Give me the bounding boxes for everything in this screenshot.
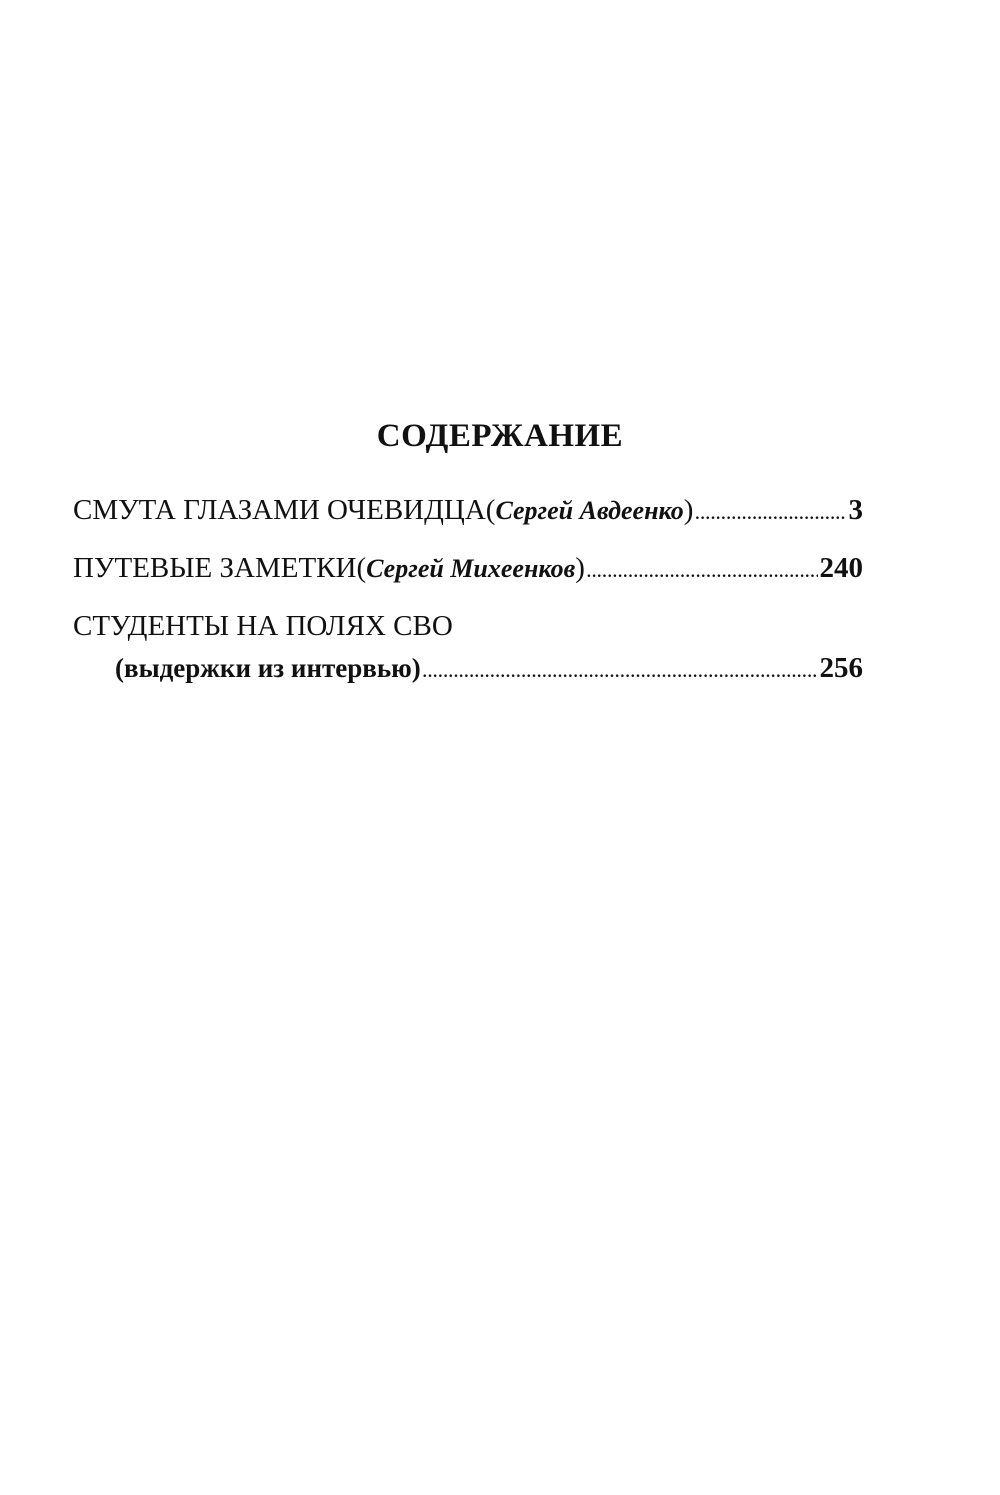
toc-line	[73, 650, 863, 686]
dot-leader	[695, 497, 846, 533]
toc-entry	[73, 608, 863, 686]
entry-author: Сергей Авдеенко	[495, 496, 684, 525]
entry-title: СТУДЕНТЫ НА ПОЛЯХ СВО	[73, 610, 453, 642]
page-title: СОДЕРЖАНИЕ	[376, 418, 624, 454]
table-of-contents	[73, 492, 863, 686]
toc-entry	[73, 550, 863, 586]
toc-line	[73, 608, 863, 644]
entry-title: СМУТА ГЛАЗАМИ ОЧЕВИДЦА	[73, 494, 486, 526]
entry-title: ПУТЕВЫЕ ЗАМЕТКИ	[73, 552, 357, 584]
open-paren: (	[356, 552, 367, 584]
entry-subtitle: (выдержки из интервью)	[115, 653, 421, 683]
toc-line	[73, 492, 863, 528]
open-paren: (	[485, 494, 496, 526]
toc-line	[73, 550, 863, 586]
dot-leader	[423, 655, 818, 691]
close-paren: )	[683, 494, 694, 526]
page-number: 256	[819, 652, 863, 684]
toc-entry	[73, 492, 863, 528]
page-number: 3	[848, 494, 863, 526]
page-number: 240	[819, 552, 863, 584]
dot-leader	[587, 555, 818, 591]
close-paren: )	[575, 552, 585, 584]
entry-author: Сергей Михеенков	[366, 554, 576, 583]
